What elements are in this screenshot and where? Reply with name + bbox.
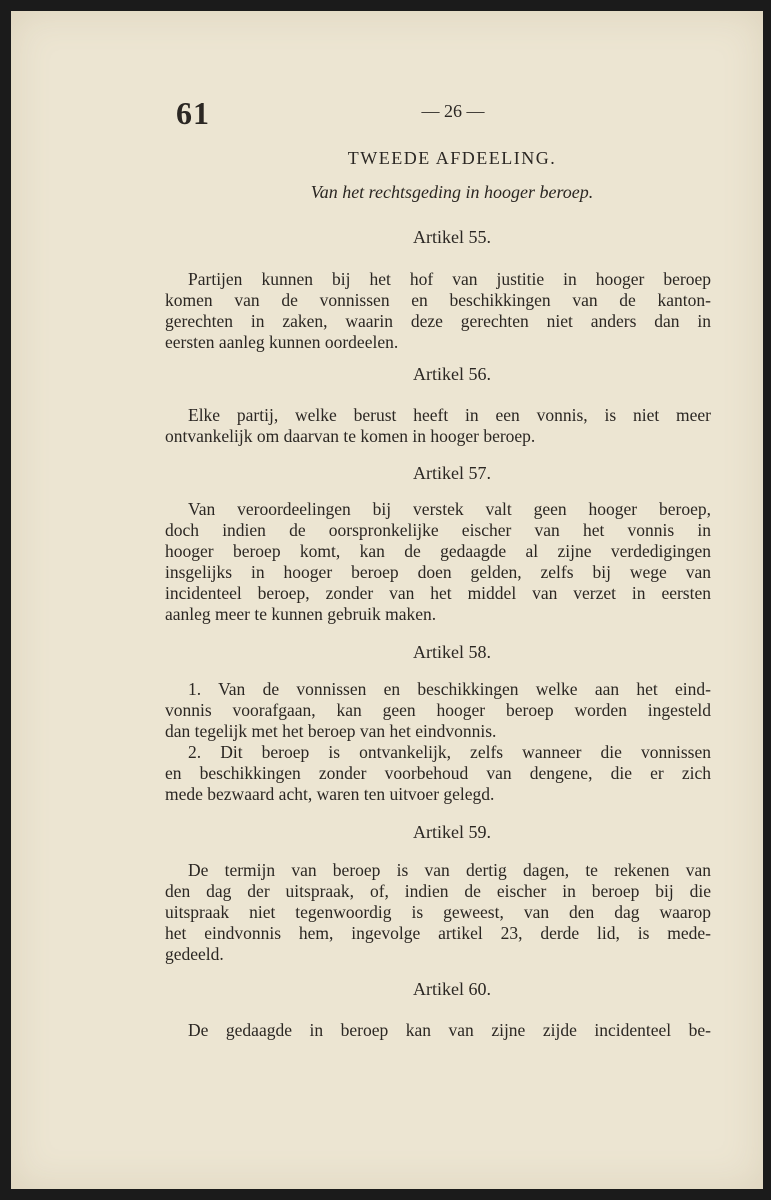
article-57-heading: Artikel 57. <box>413 463 491 483</box>
article-58-heading: Artikel 58. <box>413 642 491 662</box>
text-line: Elke partij, welke berust heeft in een vonnis, is niet meer <box>188 405 711 425</box>
text-line: aanleg meer te kunnen gebruik maken. <box>165 604 437 624</box>
article-58-text-2 <box>165 742 711 805</box>
text-line: ontvankelijk om daarvan te komen in hooger beroep. <box>165 426 536 446</box>
document-page <box>11 11 763 1189</box>
article-60-text <box>165 1020 711 1041</box>
section-title: TWEEDE AFDEELING. <box>347 148 557 168</box>
article-57-text <box>165 499 711 625</box>
text-line: uitspraak niet tegenwoordig is geweest, van den dag waarop <box>165 902 711 922</box>
text-line: dan tegelijk met het beroep van het eindvonnis. <box>165 721 497 741</box>
article-58-text-1 <box>165 679 711 742</box>
text-line: eersten aanleg kunnen oordeelen. <box>165 332 399 352</box>
folio-number: 61 <box>176 95 210 131</box>
text-line: het eindvonnis hem, ingevolge artikel 23, derde lid, is mede- <box>165 923 711 943</box>
text-line: vonnis voorafgaan, kan geen hooger beroep worden ingesteld <box>165 700 711 720</box>
text-line: hooger beroep komt, kan de gedaagde al zijne verdedigingen <box>165 541 711 561</box>
article-55-heading: Artikel 55. <box>413 227 491 247</box>
text-line: doch indien de oorspronkelijke eischer van het vonnis in <box>165 520 711 540</box>
text-line: gedeeld. <box>165 944 224 964</box>
text-line: en beschikkingen zonder voorbehoud van dengene, die er zich <box>165 763 711 783</box>
article-56-text <box>165 405 711 447</box>
text-line: mede bezwaard acht, waren ten uitvoer gelegd. <box>165 784 495 804</box>
text-line: insgelijks in hooger beroep doen gelden, zelfs bij wege van <box>165 562 711 582</box>
article-56-heading: Artikel 56. <box>413 364 491 384</box>
text-line: De gedaagde in beroep kan van zijne zijde incidenteel be- <box>188 1020 711 1040</box>
article-60-heading: Artikel 60. <box>413 979 491 999</box>
page-number: — 26 — <box>421 101 485 121</box>
text-line: den dag der uitspraak, of, indien de eischer in beroep bij die <box>165 881 711 901</box>
text-line: komen van de vonnissen en beschikkingen van de kanton- <box>165 290 711 310</box>
text-line: 2. Dit beroep is ontvankelijk, zelfs wanneer die vonnissen <box>188 742 711 762</box>
text-line: incidenteel beroep, zonder van het middel van verzet in eersten <box>165 583 711 603</box>
text-line: De termijn van beroep is van dertig dagen, te rekenen van <box>188 860 711 880</box>
text-line: Partijen kunnen bij het hof van justitie in hooger beroep <box>188 269 711 289</box>
section-subtitle: Van het rechtsgeding in hooger beroep. <box>310 182 594 202</box>
text-line: Van veroordeelingen bij verstek valt geen hooger beroep, <box>188 499 711 519</box>
article-59-text <box>165 860 711 965</box>
article-55-text <box>165 269 711 353</box>
article-59-heading: Artikel 59. <box>413 822 491 842</box>
text-line: 1. Van de vonnissen en beschikkingen welke aan het eind- <box>188 679 711 699</box>
text-line: gerechten in zaken, waarin deze gerechten niet anders dan in <box>165 311 711 331</box>
